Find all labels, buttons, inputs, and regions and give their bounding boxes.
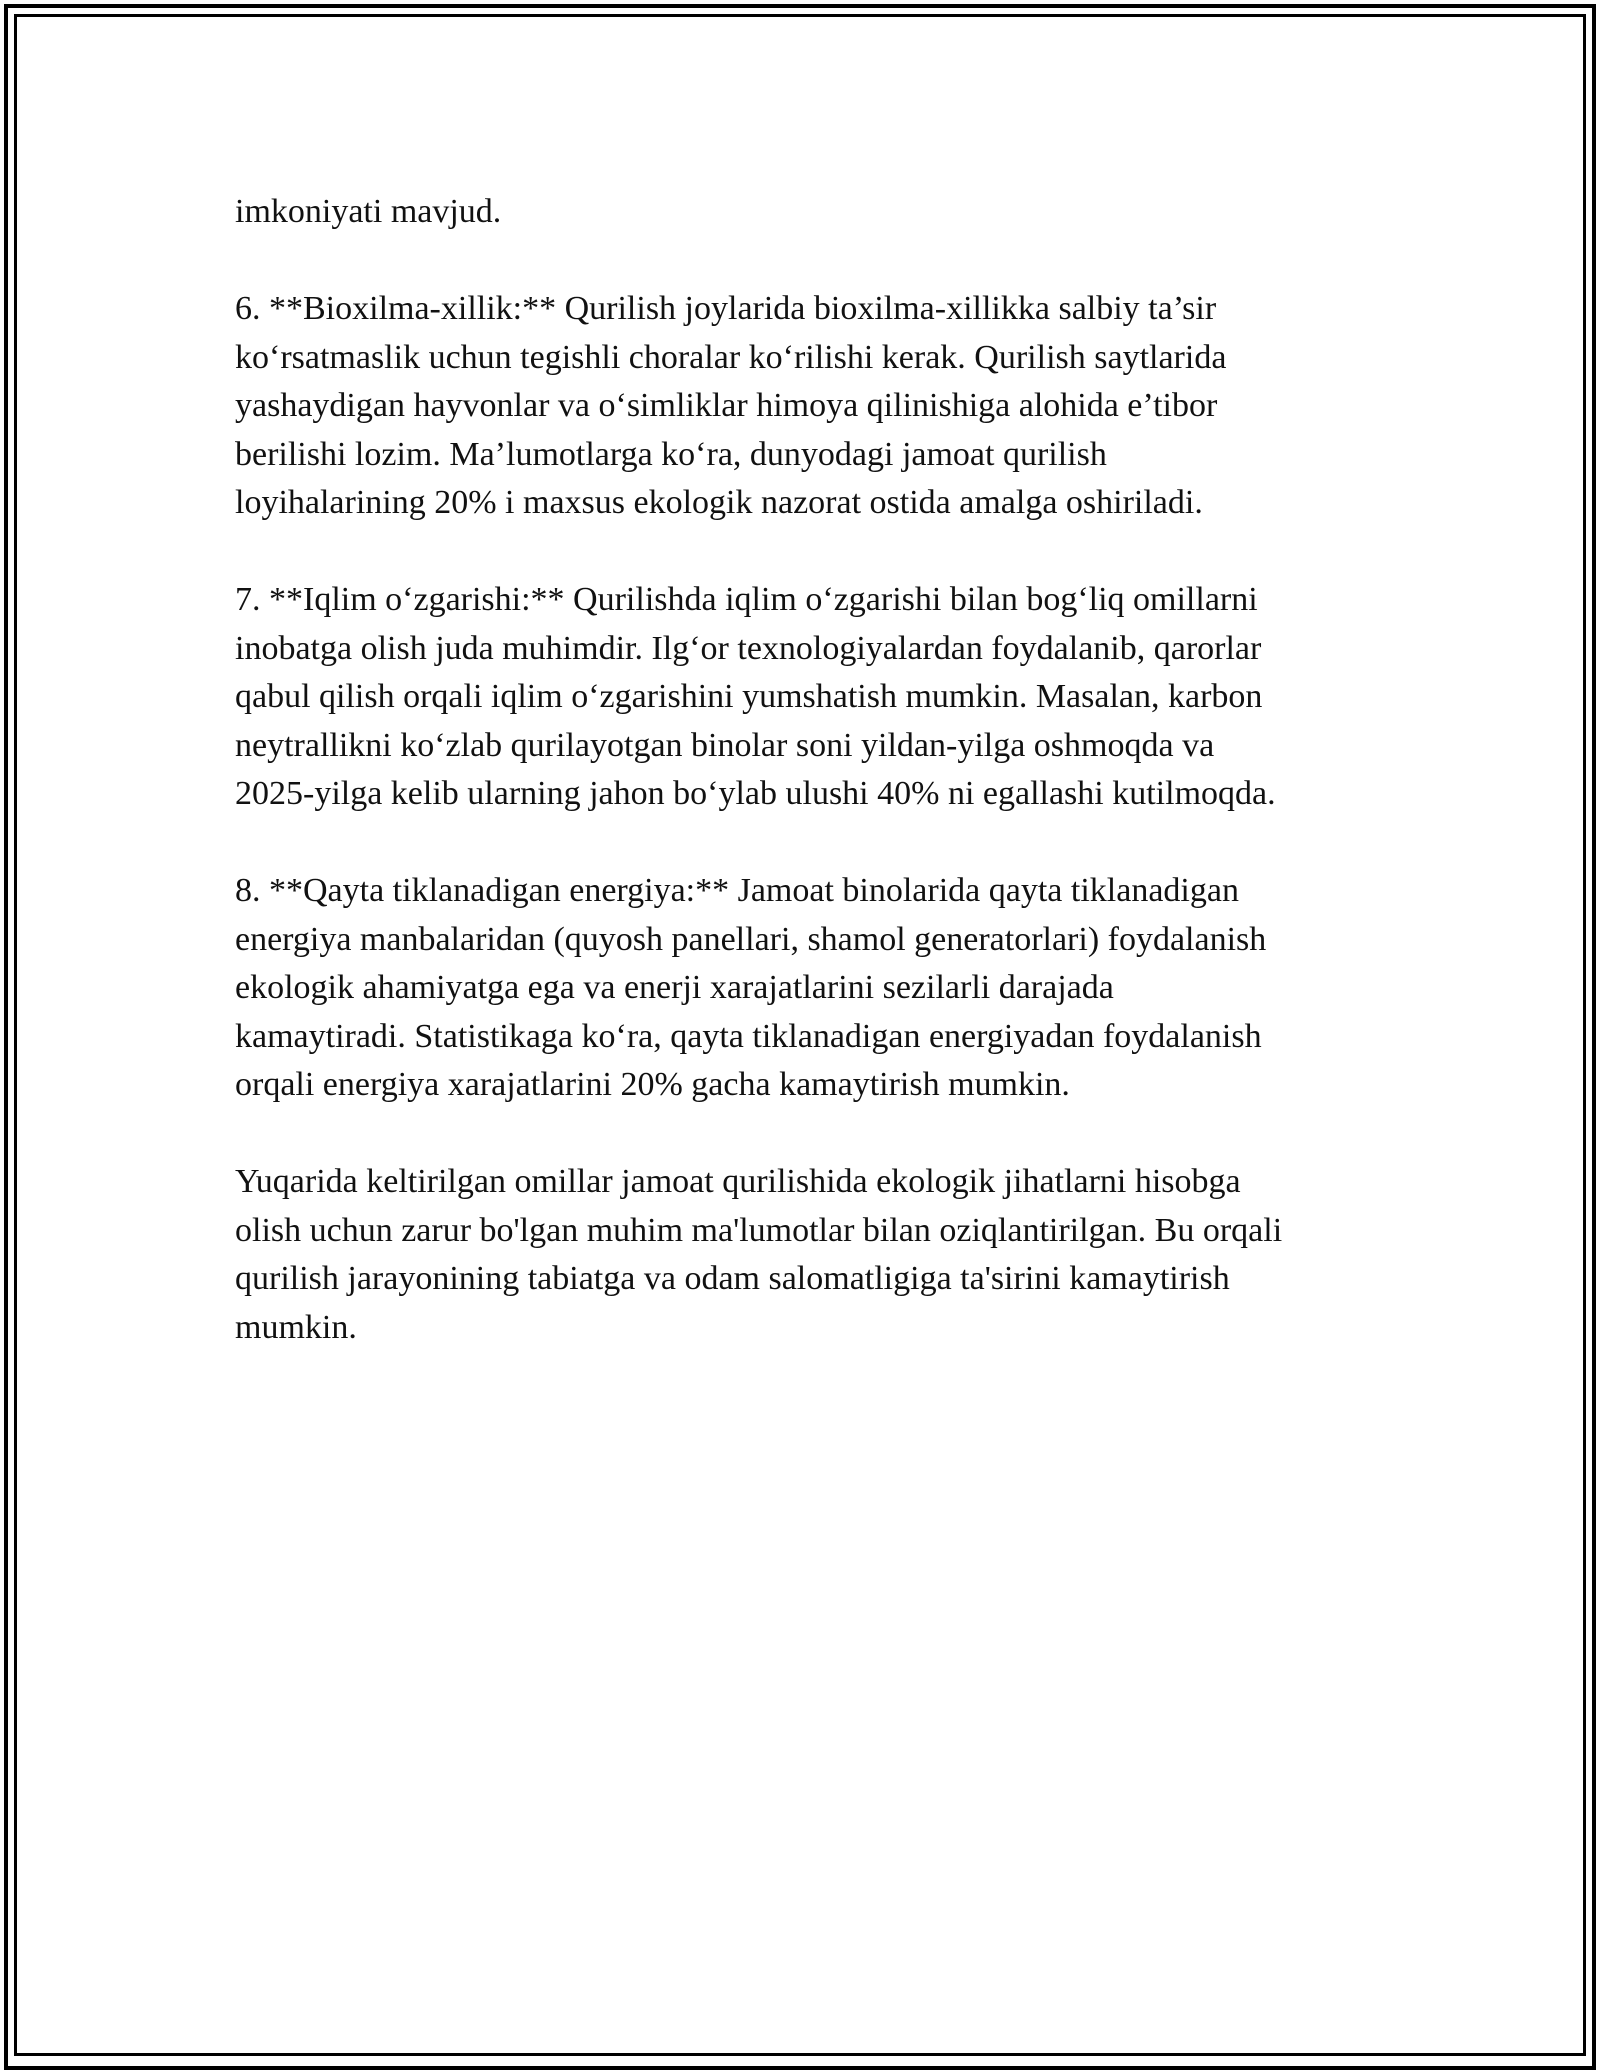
text-line: loyihalarining 20% i maxsus ekologik nazorat ostida amalga oshiriladi. xyxy=(235,484,1203,521)
text-line: energiya manbalaridan (quyosh panellari, shamol generatorlari) foydalanish xyxy=(235,920,1267,958)
text-line: mumkin. xyxy=(235,1308,357,1346)
paragraph-conclusion xyxy=(235,1158,1375,1352)
text-line: yashaydigan hayvonlar va o‘simliklar himoya qilinishiga alohida e’tibor xyxy=(235,387,1218,424)
text-line: olish uchun zarur bo'lgan muhim ma'lumotlar bilan oziqlantirilgan. Bu orqali xyxy=(235,1211,1283,1249)
text-line: ekologik ahamiyatga ega va enerji xarajatlarini sezilarli darajada xyxy=(235,969,1114,1006)
text-line: Yuqarida keltirilgan omillar jamoat qurilishida ekologik jihatlarni hisobga xyxy=(235,1163,1241,1200)
text-line: inobatga olish juda muhimdir. Ilg‘or texnologiyalardan foydalanib, qarorlar xyxy=(235,629,1262,667)
text-line: qurilish jarayonining tabiatga va odam salomatligiga ta'sirini kamaytirish xyxy=(235,1260,1230,1297)
text-line: 2025-yilga kelib ularning jahon bo‘ylab ulushi 40% ni egallashi kutilmoqda. xyxy=(235,775,1276,812)
text-line: orqali energiya xarajatlarini 20% gacha kamaytirish mumkin. xyxy=(235,1066,1070,1103)
paragraph-biodiversity xyxy=(235,285,1375,528)
text-line: qabul qilish orqali iqlim o‘zgarishini yumshatish mumkin. Masalan, karbon xyxy=(235,678,1263,715)
text-line: kamaytiradi. Statistikaga ko‘ra, qayta tiklanadigan energiyadan foydalanish xyxy=(235,1017,1262,1055)
text-line: 8. **Qayta tiklanadigan energiya:** Jamoat binolarida qayta tiklanadigan xyxy=(235,872,1239,909)
text-line: 6. **Bioxilma-xillik:** Qurilish joylarida bioxilma-xillikka salbiy ta’sir xyxy=(235,290,1217,327)
text-line: neytrallikni ko‘zlab qurilayotgan binolar soni yildan-yilga oshmoqda va xyxy=(235,726,1215,764)
paragraph-continuation xyxy=(235,188,1375,237)
text-line: imkoniyati mavjud. xyxy=(235,193,502,230)
document-body xyxy=(235,188,1375,1401)
text-line: 7. **Iqlim o‘zgarishi:** Qurilishda iqlim o‘zgarishi bilan bog‘liq omillarni xyxy=(235,581,1258,618)
text-line: ko‘rsatmaslik uchun tegishli choralar ko‘rilishi kerak. Qurilish saytlarida xyxy=(235,338,1227,376)
text-line: berilishi lozim. Ma’lumotlarga ko‘ra, dunyodagi jamoat qurilish xyxy=(235,435,1107,473)
paragraph-climate-change xyxy=(235,576,1375,819)
paragraph-renewable-energy xyxy=(235,867,1375,1110)
